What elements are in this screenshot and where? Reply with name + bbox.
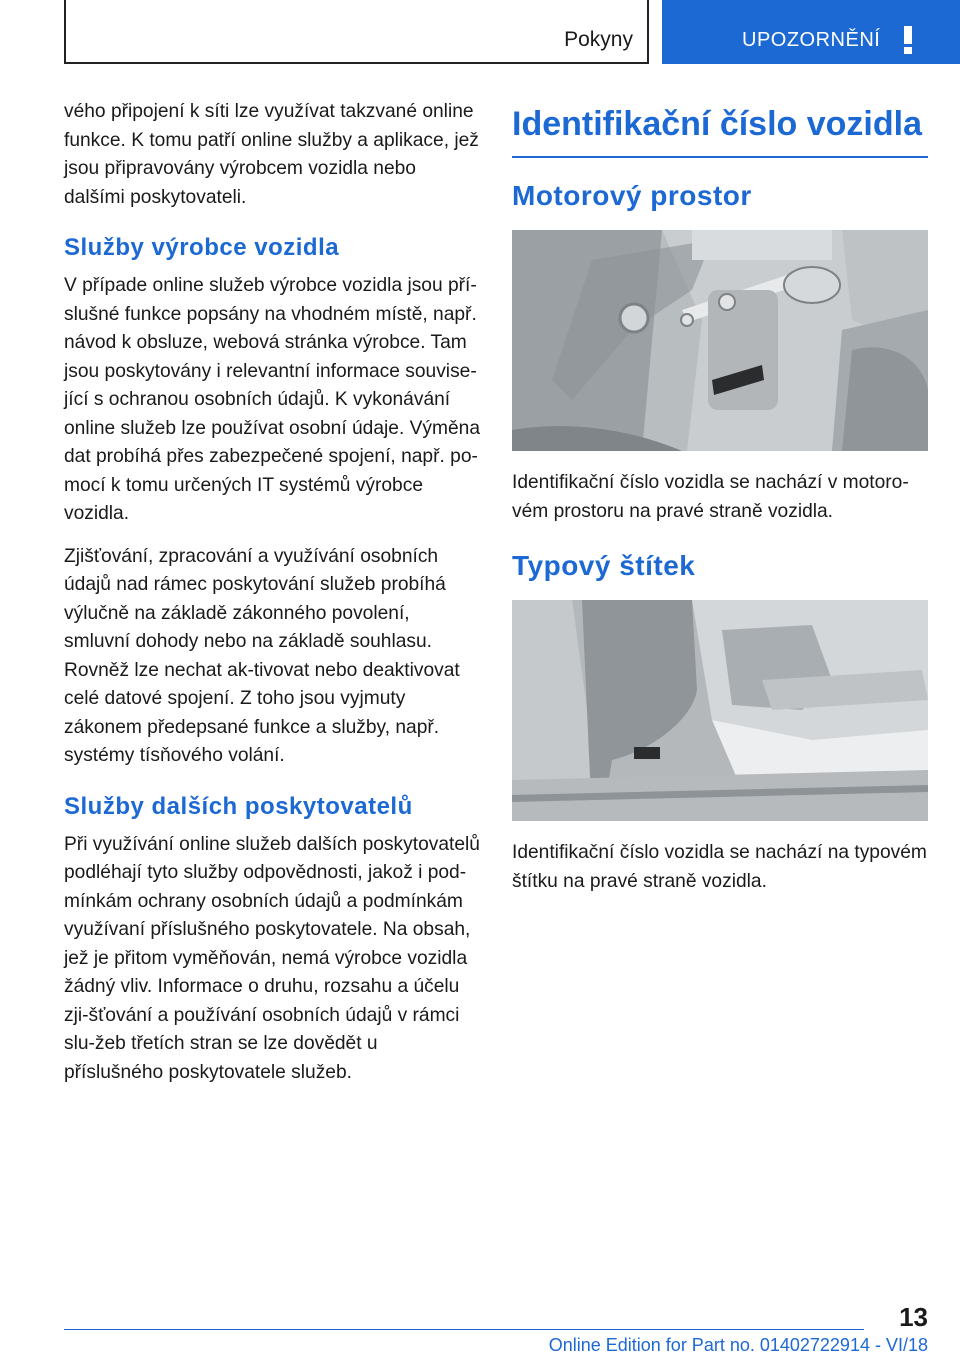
manufacturer-services-paragraph-1: V případe online služeb výrobce vozidla jsou pří-slušné funkce popsány na vhodném místě, např. návod k obsluze, webová stránka výrobce. Tam jsou poskytovány i relevantní informace souvise-jící s ochranou osobních údajů. K vykonávání online služeb lze používat osobní údaje. Výměna dat probíhá přes zabezpečené spojení, např. po-mocí k tomu určených IT systémů výrobce vozidla. xyxy=(64,275,480,524)
engine-compartment-image xyxy=(512,230,928,451)
section-title-third-party-services: Služby dalších poskytovatelů xyxy=(64,792,413,820)
page-number: 13 xyxy=(899,1302,928,1332)
intro-paragraph: vého připojení k síti lze využívat takzvané online funkce. K tomu patří online služby a aplikace, jež jsou připravovány výrobcem vozidla nebo dalšími poskytovateli. xyxy=(64,101,479,208)
footer-rule xyxy=(64,1329,864,1330)
third-party-services-paragraph: Při využívání online služeb dalších poskytovatelů podléhají tyto služby odpovědnosti, jakož i pod-mínkám ochrany osobních údajů a podmínkám využívaní příslušného poskytovatele. Na obsah, jež je přitom vyměňován, nemá výrobce vozidla žádný vliv. Informace o druhu, rozsahu a účelu zji-šťování a používání osobních údajů v rámci slu-žeb třetích stran se lze dovědět u příslušného poskytovatele služeb. xyxy=(64,833,480,1083)
engine-compartment-title: Motorový prostor xyxy=(512,180,752,211)
section-title-manufacturer-services: Služby výrobce vozidla xyxy=(64,234,340,261)
type-plate-title: Typový štítek xyxy=(512,550,696,581)
header-section-box xyxy=(64,0,649,64)
exclamation-icon xyxy=(898,26,918,54)
type-plate-image xyxy=(512,600,928,821)
engine-compartment-caption: Identifikační číslo vozidla se nachází v motoro-vém prostoru na pravé straně vozidla. xyxy=(512,472,909,522)
manufacturer-services-paragraph-2: Zjišťování, zpracování a využívání osobních údajů nad rámec poskytování služeb probíhá výlučně na základě zákonného povolení, smluvní dohody nebo na základě souhlasu. Rovněž lze nechat ak-tivovat nebo deaktivovat celé datové spojení. Z toho jsou vyjmuty zákonem předepsané funkce a služby, např. systémy tísňového volání. xyxy=(64,545,460,766)
header-tab-label: UPOZORNĚNÍ xyxy=(742,29,881,51)
type-plate-caption: Identifikační číslo vozidla se nachází na typovém štítku na pravé straně vozidla. xyxy=(512,842,927,892)
right-column xyxy=(512,98,928,910)
vin-title: Identifikační číslo vozidla xyxy=(512,105,922,143)
left-column xyxy=(64,98,480,1101)
footer-edition: Online Edition for Part no. 01402722914 - VI/18 xyxy=(548,1335,928,1355)
title-rule xyxy=(512,156,928,158)
header-section-label: Pokyny xyxy=(564,28,633,51)
